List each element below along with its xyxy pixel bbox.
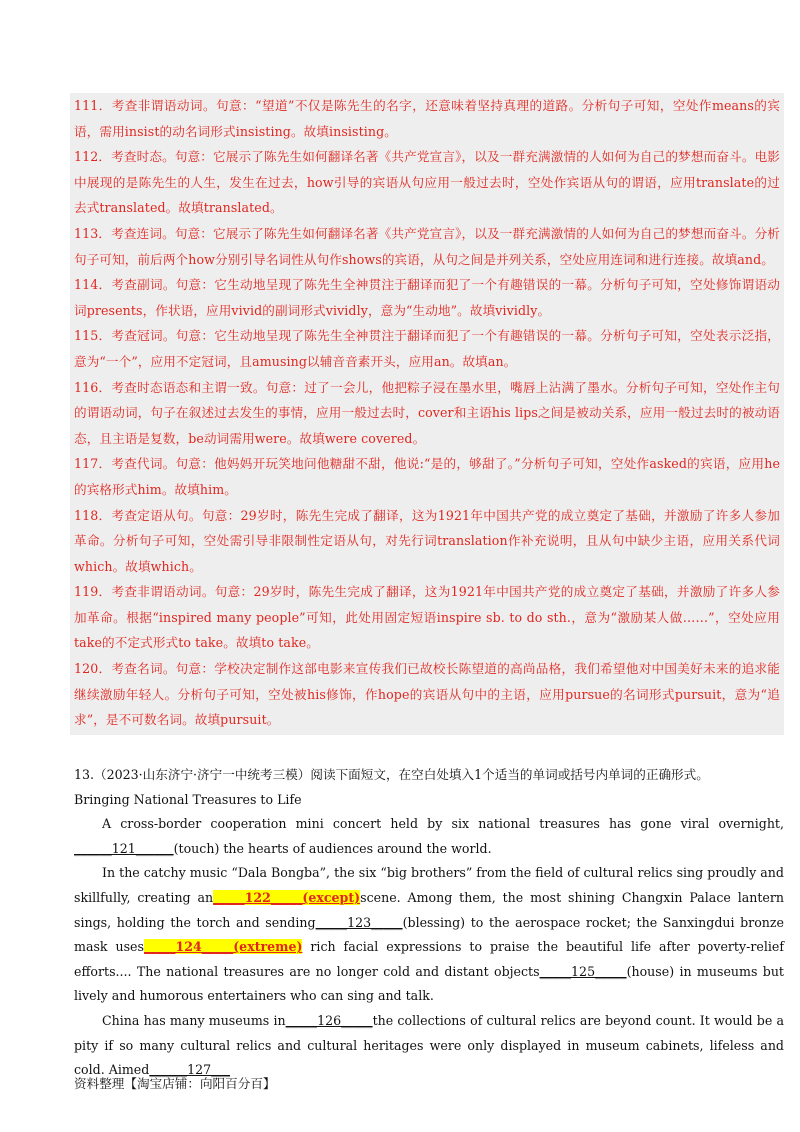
blank-127[interactable]: ______127___ — [149, 1062, 231, 1078]
hint-123: (blessing) — [402, 914, 466, 930]
answer-116: 116．考查时态语态和主谓一致。句意：过了一会儿，他把粽子浸在墨水里，嘴唇上沾满了墨水。分析句子可知，空处作主句的谓语动词，句子在叙述过去发生的事情，应用一般过去时，cover和主语his lips之间是被动关系，应用一般过去时的被动语态，且主语是复数，be动词需用were。故填were covered。 — [74, 379, 780, 446]
answer-118: 118．考查定语从句。句意：29岁时，陈先生完成了翻译，这为1921年中国共产党的成立奠定了基础，并激励了许多人参加革命。分析句子可知，空处需引导非限制性定语从句，对先行词translation作补充说明，且从句中缺少主语，应用关系代词which。故填which。 — [74, 507, 780, 574]
hint-121: (touch) — [173, 840, 220, 856]
answer-119: 119．考查非谓语动词。句意：29岁时，陈先生完成了翻译，这为1921年中国共产党的成立奠定了基础，并激励了许多人参加革命。根据“inspired many people”可知，此处用固定短语inspire sb. to do sth.，意为“激励某人做……”，空处应用take的不定式形式to take。故填to take。 — [74, 584, 780, 651]
answer-113: 113．考查连词。句意：它展示了陈先生如何翻译名著《共产党宣言》，以及一群充满激情的人如何为自己的梦想而奋斗。分析句子可知，前后两个how分别引导名词性从句作shows的宾语，从句之间是并列关系，空处应用连词和进行连接。故填and。 — [74, 225, 780, 267]
blank-125[interactable]: _____125_____ — [539, 963, 627, 979]
question-header: 13.（2023·山东济宁·济宁一中统考三模）阅读下面短文，在空白处填入1个适当的单词或括号内单词的正确形式。 — [74, 767, 709, 782]
page-footer: 资料整理【淘宝店铺：向阳百分百】 — [74, 1076, 276, 1091]
answer-117: 117．考查代词。句意：他妈妈开玩笑地问他糖甜不甜，他说:“是的，够甜了。”分析句子可知，空处作asked的宾语，应用he的宾格形式him。故填him。 — [74, 456, 780, 497]
blank-126[interactable]: _____126_____ — [285, 1012, 373, 1028]
blank-122-highlighted[interactable]: _____122_____(except) — [213, 889, 361, 905]
passage-paragraph-3: China has many museums in_____126_____the collections of cultural relics are beyond count. It would be a pity if so many cultural relics and cultural heritages were only displayed in museum cabinets, lifeless and cold. Aimed______127___ — [74, 1012, 785, 1078]
blank-124-highlighted[interactable]: _____124_____(extreme) — [143, 939, 303, 955]
question-13 — [74, 763, 784, 1083]
answer-explanations — [70, 93, 784, 735]
answer-120: 120．考查名词。句意：学校决定制作这部电影来宣传我们已故校长陈望道的高尚品格，我们希望他对中国美好未来的追求能继续激励年轻人。分析句子可知，空处被his修饰，作hope的宾语从句中的主语，应用pursue的名词形式pursuit，意为“追求”，是不可数名词。故填pursuit。 — [74, 661, 780, 728]
answer-111: 111．考查非谓语动词。句意：“望道”不仅是陈先生的名字，还意味着坚持真理的道路。分析句子可知，空处作means的宾语，需用insist的动名词形式insisting。故填insisting。 — [74, 98, 780, 139]
answer-115: 115．考查冠词。句意：它生动地呈现了陈先生全神贯注于翻译而犯了一个有趣错误的一幕。分析句子可知，空处表示泛指，意为“一个”，应用不定冠词，且amusing以辅音音素开头，应用an。故填an。 — [74, 328, 780, 369]
passage-paragraph-2: In the catchy music “Dala Bongba”, the six “big brothers” from the field of cultural relics sing proudly and skillfully, creating an_____122_____(except)scene. Among them, the most shining Changxin Palace lantern sings, holding the torch and sending_____123_____(blessing) to the aerospace rocket; the Sanxingdui bronze mask uses_____124_____(extreme) rich facial expressions to praise the beautiful life after poverty-relief efforts.... The national treasures are no longer cold and distant objects_____125_____(house) in museums but lively and humorous entertainers who can sing and talk. — [74, 865, 784, 1004]
answer-112: 112．考查时态。句意：它展示了陈先生如何翻译名著《共产党宣言》，以及一群充满激情的人如何为自己的梦想而奋斗。电影中展现的是陈先生的人生，发生在过去，how引导的宾语从句应用一般过去时，空处作宾语从句的谓语，应用translate的过去式translated。故填translated。 — [74, 149, 780, 216]
passage-title: Bringing National Treasures to Life — [74, 791, 302, 807]
blank-121[interactable]: ______121______ — [74, 840, 174, 856]
hint-125: (house) — [626, 963, 675, 979]
passage-paragraph-1: A cross-border cooperation mini concert held by six national treasures has gone viral overnight, ______121______(touch) the hearts of audiences around the world. — [74, 816, 784, 856]
answer-114: 114．考查副词。句意：它生动地呈现了陈先生全神贯注于翻译而犯了一个有趣错误的一幕。分析句子可知，空处修饰谓语动词presents，作状语，应用vivid的副词形式vividly，意为“生动地”。故填vividly。 — [74, 277, 780, 318]
blank-123[interactable]: _____123_____ — [315, 914, 403, 930]
